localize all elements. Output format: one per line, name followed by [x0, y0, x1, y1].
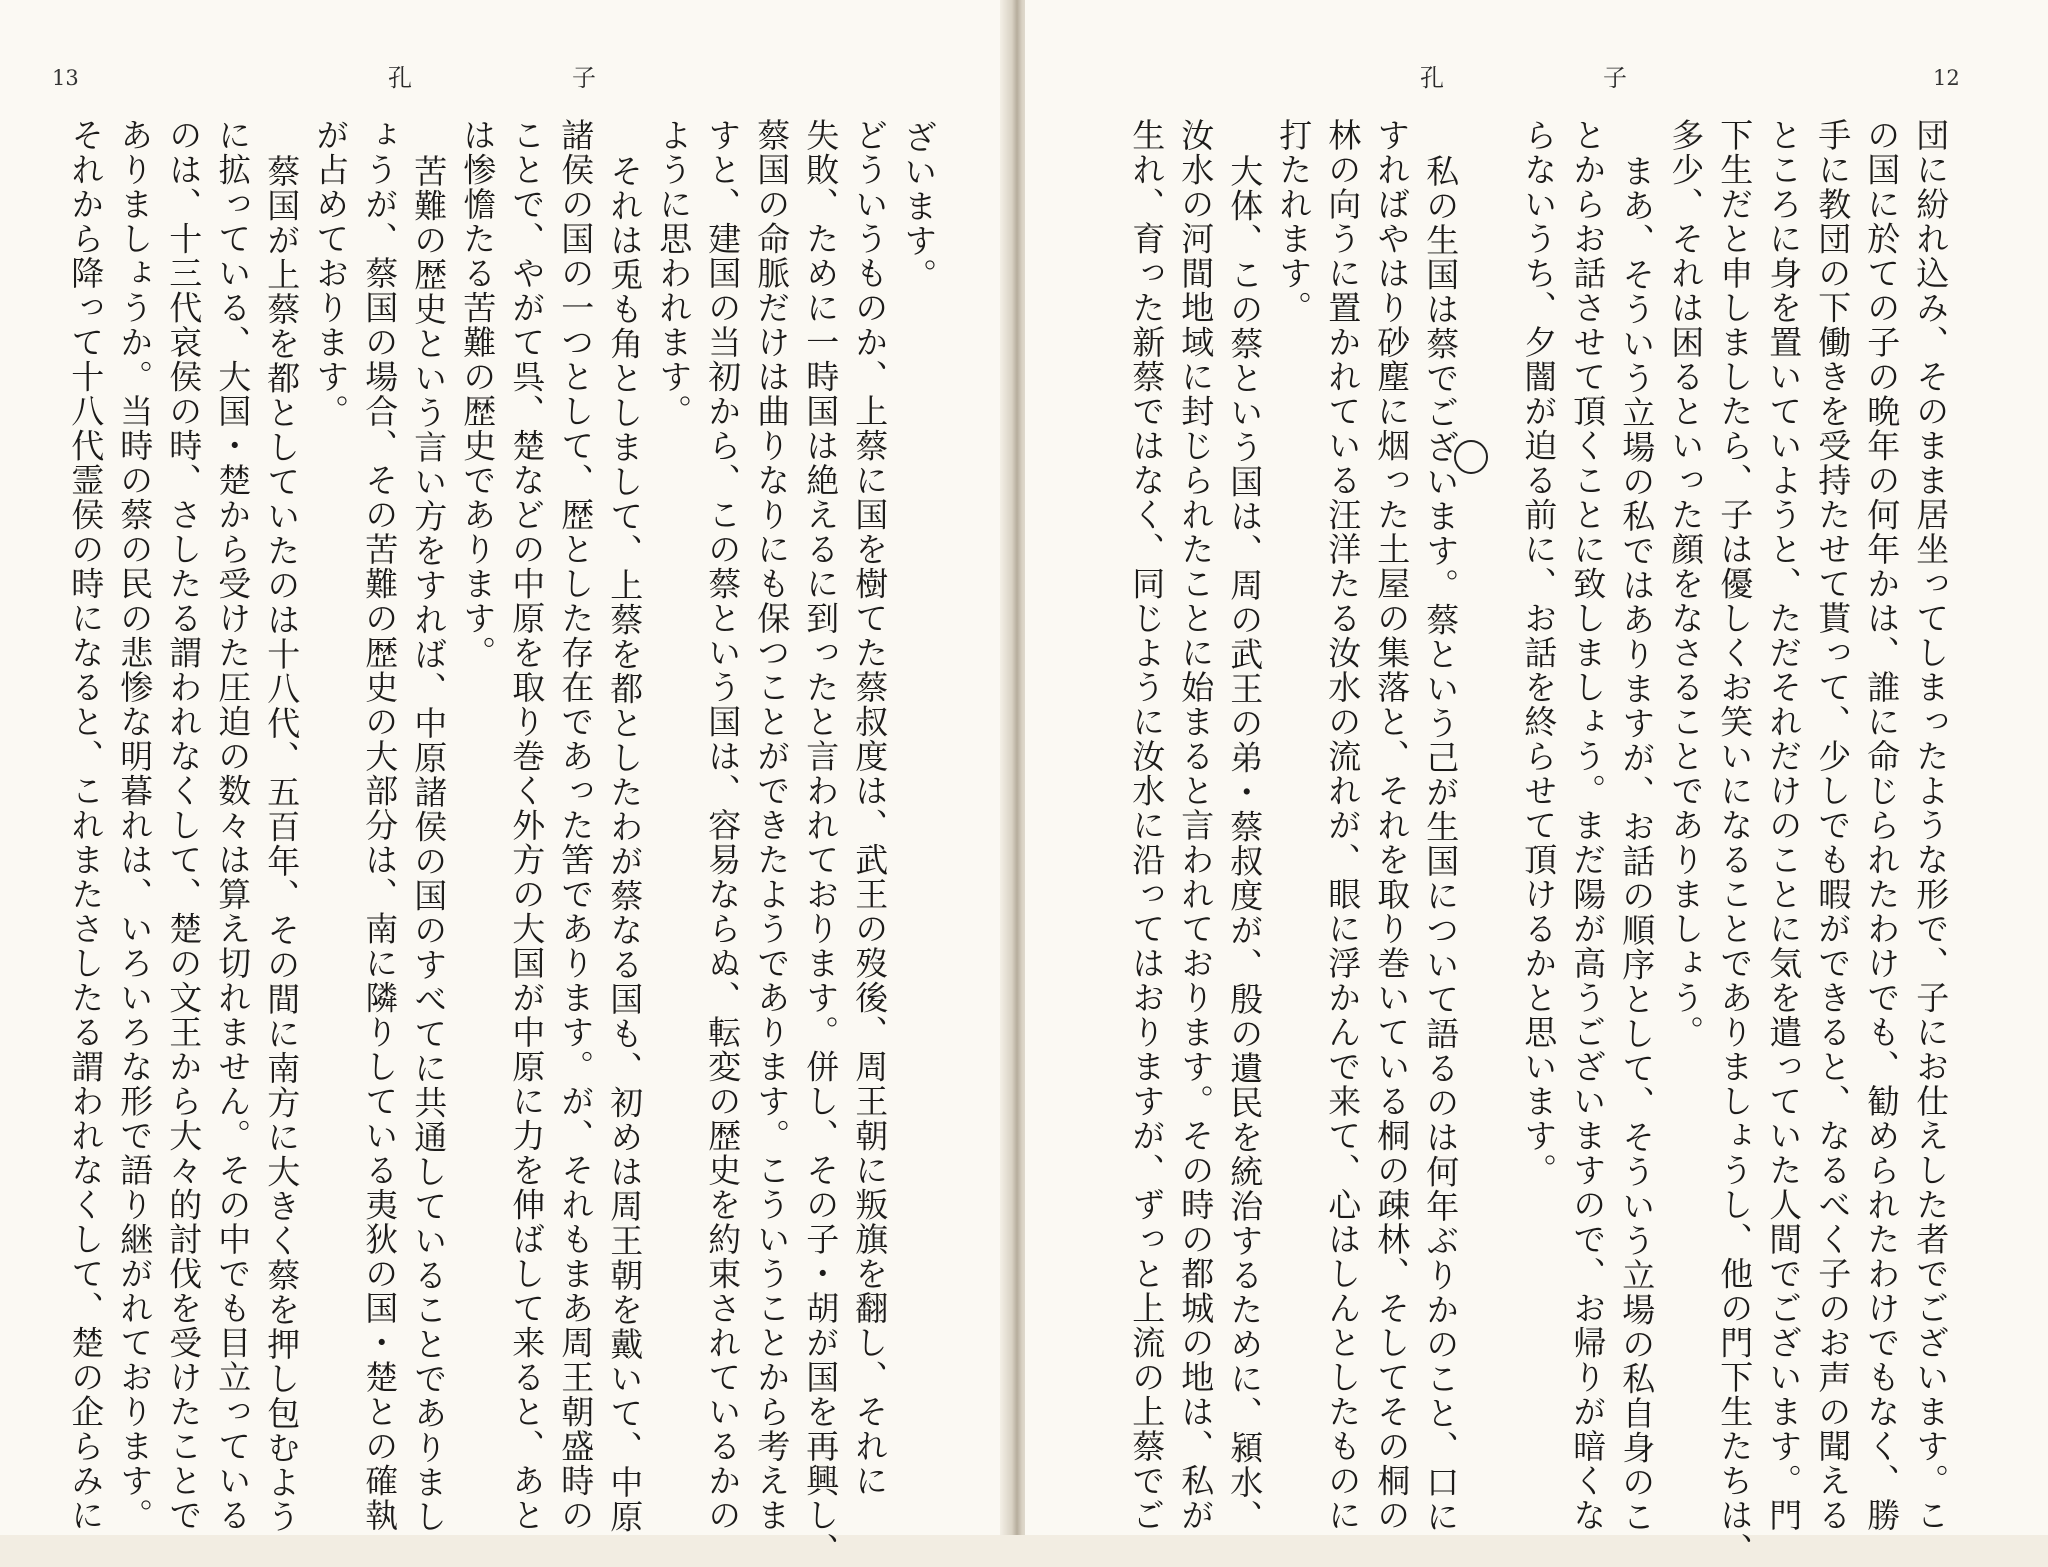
text-column: ょうが、蔡国の場合、その苦難の歴史の大部分は、南に隣りしている夷狄の国・楚との確執: [360, 118, 400, 1533]
text-column: 団に紛れ込み、そのまま居坐ってしまったような形で、子にお仕えした者でございます。こ: [1911, 118, 1951, 1533]
text-column: 打たれます。: [1274, 118, 1314, 325]
text-column: は惨憺たる苦難の歴史であります。: [458, 118, 498, 670]
running-head-char: 子: [1603, 64, 1627, 92]
running-head-char: 孔: [388, 64, 412, 92]
text-column: ところに身を置いていようと、ただそれだけのことに気を遣っていた人間でございます。門: [1764, 118, 1804, 1533]
text-column: 蔡国が上蔡を都としていたのは十八代、五百年、その間に南方に大きく蔡を押し包むよう: [262, 154, 302, 1534]
section-break-circle-icon: [1454, 440, 1488, 474]
text-column: ように思われます。: [654, 118, 694, 429]
text-column: 下生だと申しましたら、子は優しくお笑いになることでありましょうし、他の門下生たちは、: [1715, 118, 1755, 1567]
text-column: 苦難の歴史という言い方をすれば、中原諸侯の国のすべてに共通していることでありまし: [409, 154, 449, 1534]
text-column: 多少、それは困るといった顔をなさることでありましょう。: [1666, 118, 1706, 1050]
page-number: 13: [52, 66, 79, 90]
right-page: [1025, 0, 2048, 1567]
text-column: 汝水の河間地域に封じられたことに始まると言われております。その時の都城の地は、私が: [1176, 118, 1216, 1533]
left-page: [0, 0, 1015, 1567]
text-column: に拡っている、大国・楚から受けた圧迫の数々は算え切れません。その中でも目立っている: [213, 118, 253, 1533]
text-column: の国に於ての子の晩年の何年かは、誰に命じられたわけでも、勧められたわけでもなく、勝: [1862, 118, 1902, 1533]
running-head-char: 子: [572, 64, 596, 92]
page-number: 12: [1933, 66, 1960, 90]
text-column: のは、十三代哀侯の時、さしたる謂われなくして、楚の文王から大々的討伐を受けたことで: [164, 118, 204, 1533]
text-column: 林の向うに置かれている汪洋たる汝水の流れが、眼に浮かんで来て、心はしんとしたものに: [1323, 118, 1363, 1533]
text-column: ざいます。: [899, 120, 939, 293]
text-column: それから降って十八代霊侯の時になると、これまたさしたる謂われなくして、楚の企らみに: [66, 118, 106, 1533]
text-column: 生れ、育った新蔡ではなく、同じように汝水に沿ってはおりますが、ずっと上流の上蔡でご: [1127, 118, 1167, 1533]
text-column: 失敗、ために一時国は絶えるに到ったと言われております。併し、その子・胡が国を再興し、: [801, 118, 841, 1567]
text-column: とからお話させて頂くことに致しましょう。まだ陽が高うございますので、お帰りが暗くな: [1568, 118, 1608, 1533]
running-head-char: 孔: [1420, 64, 1444, 92]
text-column: 大体、この蔡という国は、周の武王の弟・蔡叔度が、殷の遺民を統治するために、潁水、: [1225, 154, 1265, 1534]
text-column: それは兎も角としまして、上蔡を都としたわが蔡なる国も、初めは周王朝を戴いて、中原: [605, 154, 645, 1534]
text-column: すと、建国の当初から、この蔡という国は、容易ならぬ、転変の歴史を約束されているかの: [703, 118, 743, 1533]
text-column: 手に教団の下働きを受持たせて貰って、少しでも暇ができると、なるべく子のお声の聞える: [1813, 118, 1853, 1533]
text-column: すればやはり砂塵に烟った土屋の集落と、それを取り巻いている桐の疎林、そしてその桐の: [1372, 118, 1412, 1533]
text-column: らないうち、夕闇が迫る前に、お話を終らせて頂けるかと思います。: [1519, 118, 1559, 1188]
text-column: ありましょうか。当時の蔡の民の悲惨な明暮れは、いろいろな形で語り継がれております。: [115, 118, 155, 1533]
text-column: どういうものか、上蔡に国を樹てた蔡叔度は、武王の歿後、周王朝に叛旗を翻し、それに: [850, 118, 890, 1498]
text-column: が占めております。: [311, 118, 351, 429]
text-column: 諸侯の国の一つとして、歴とした存在であった筈であります。が、それもまあ周王朝盛時の: [556, 118, 596, 1533]
text-column: 私の生国は蔡でございます。蔡という己が生国について語るのは何年ぶりかのこと、口に: [1421, 154, 1461, 1534]
text-column: 蔡国の命脈だけは曲りなりにも保つことができたようであります。こういうことから考えま: [752, 118, 792, 1533]
text-column: ことで、やがて呉、楚などの中原を取り巻く外方の大国が中原に力を伸ばして来ると、あと: [507, 118, 547, 1533]
text-column: まあ、そういう立場の私ではありますが、お話の順序として、そういう立場の私自身のこ: [1617, 154, 1657, 1534]
